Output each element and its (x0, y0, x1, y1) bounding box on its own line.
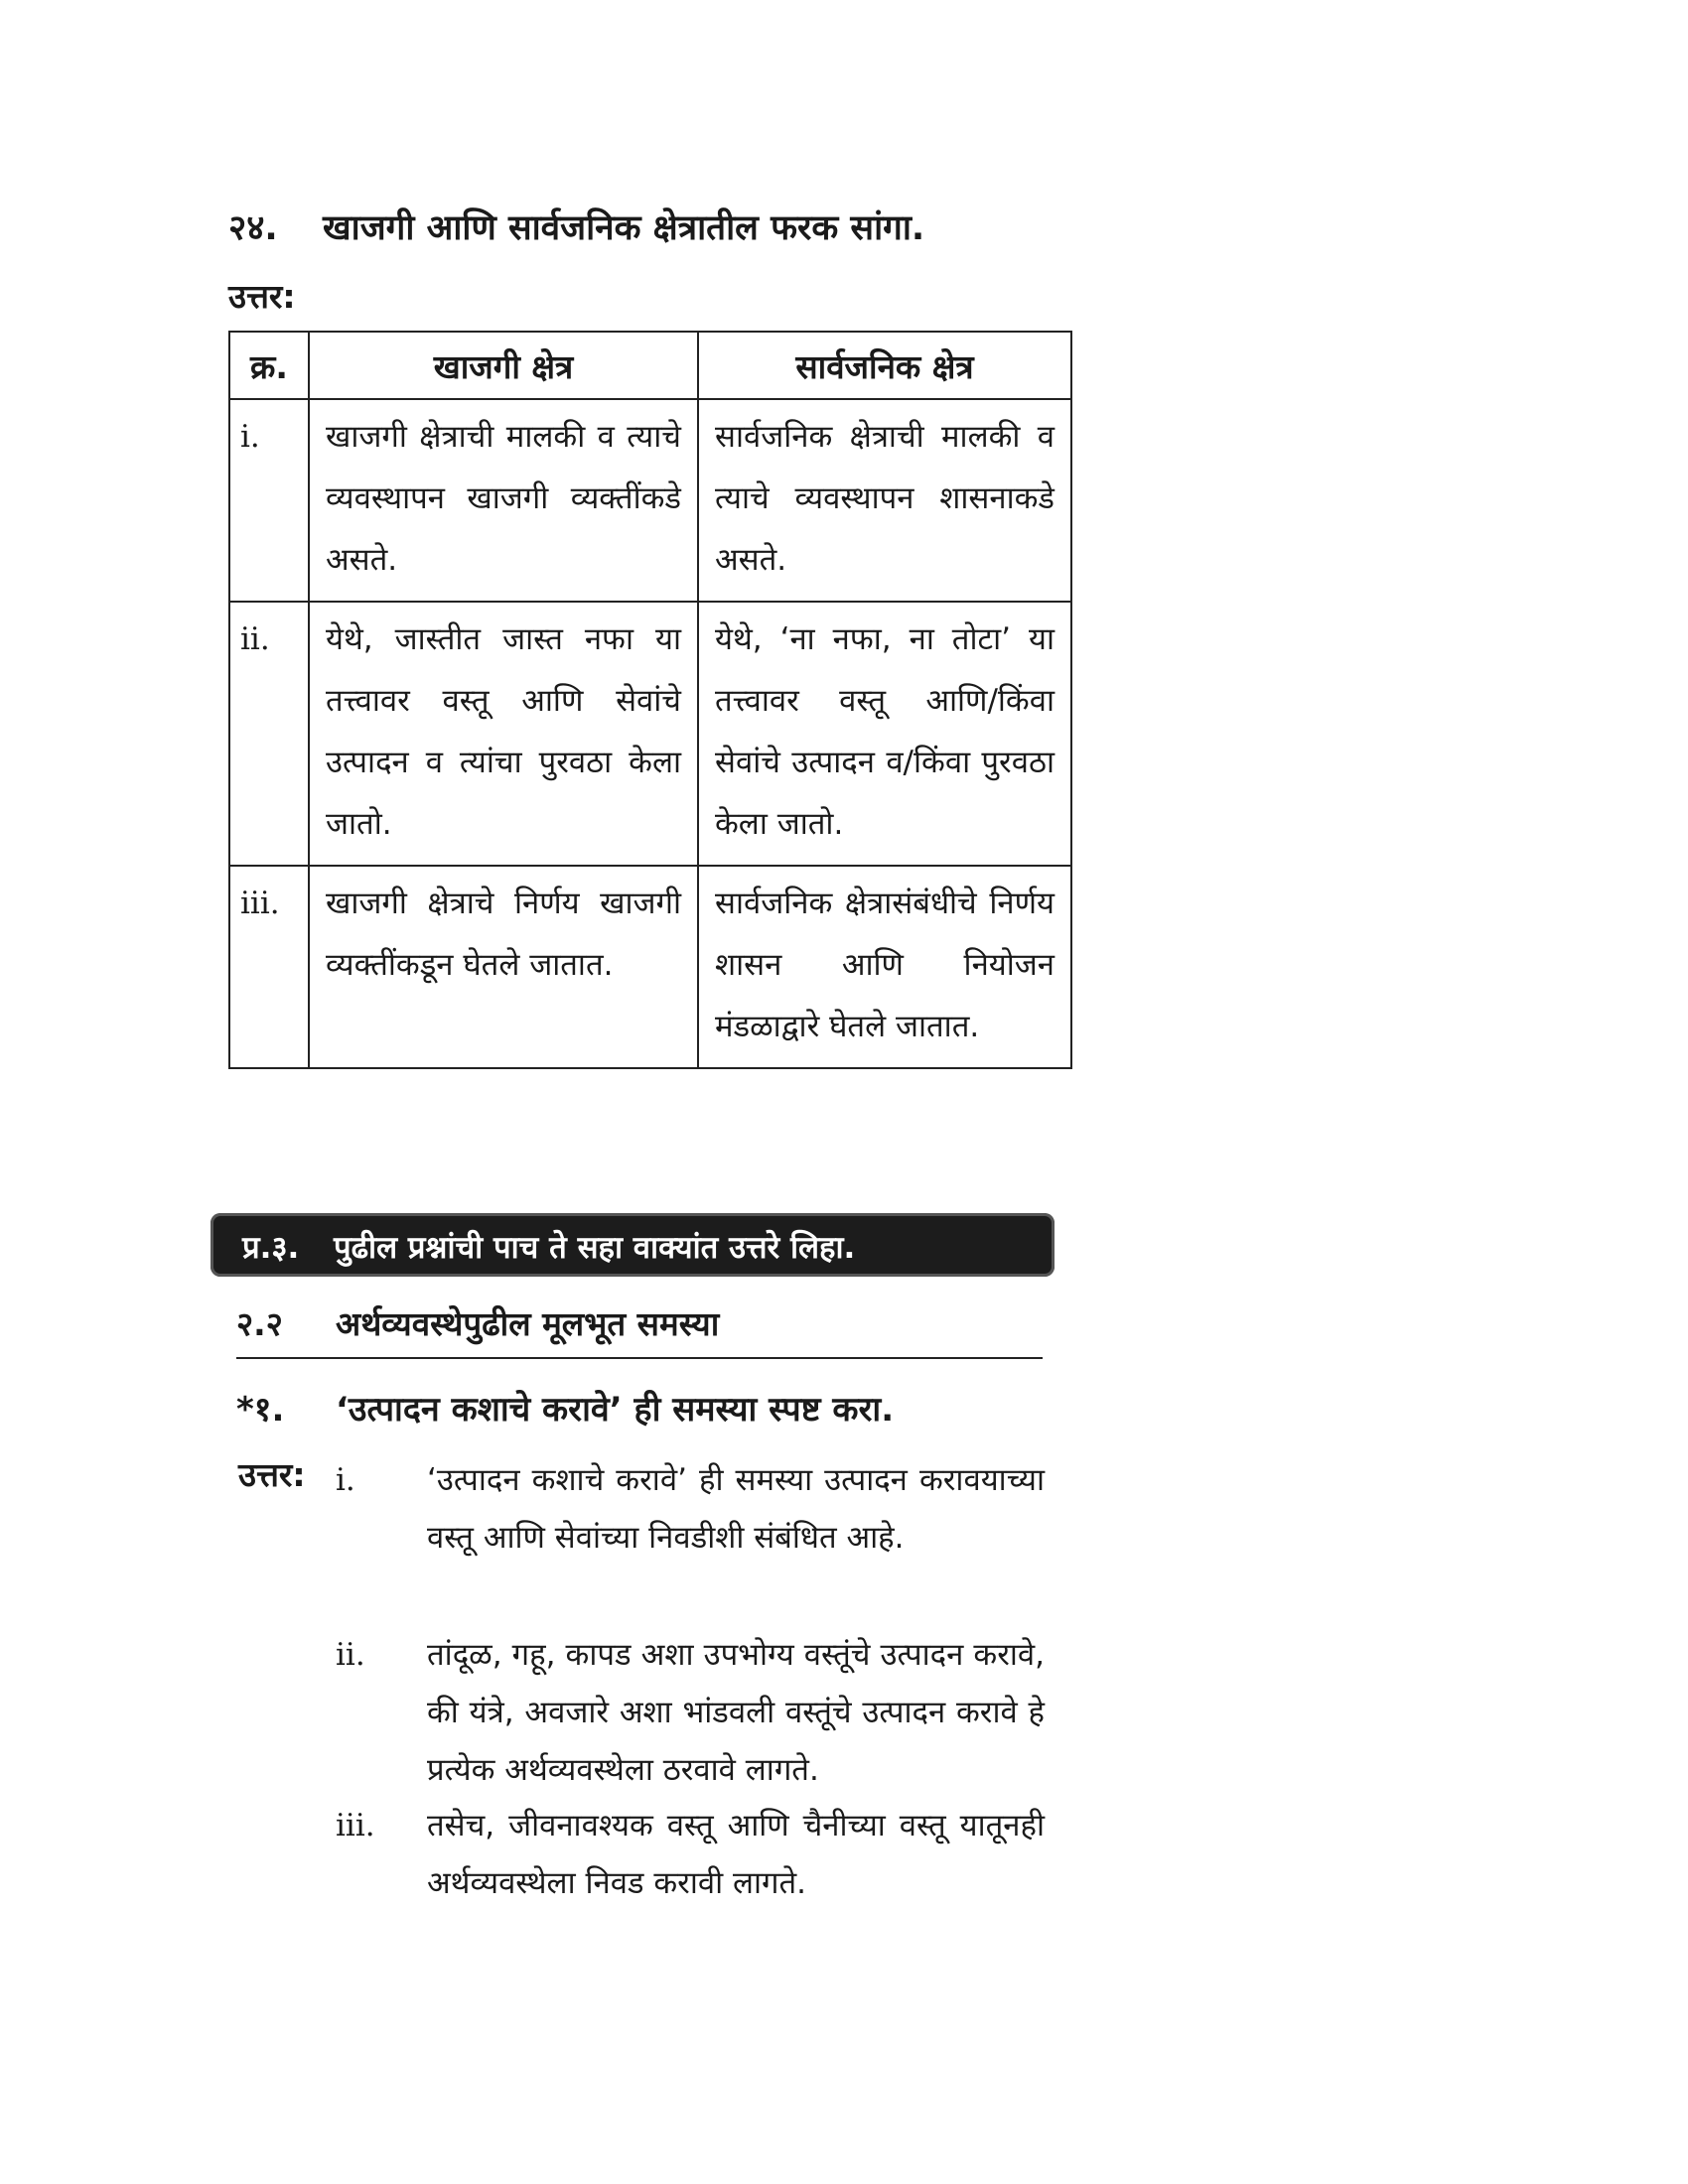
answer-point: तसेच, जीवनावश्यक वस्तू आणि चैनीच्या वस्तू यातूनही अर्थव्यवस्थेला निवड करावी लागते. (427, 1808, 1045, 1901)
header-sr: क्र. (229, 332, 309, 399)
row-private: येथे, जास्तीत जास्त नफा या तत्त्वावर वस्तू आणि सेवांचे उत्पादन व त्यांचा पुरवठा केला जातो. (309, 602, 698, 866)
answer-label: उत्तर: (238, 1455, 306, 1494)
point-number: i. (336, 1462, 355, 1498)
row-sr: iii. (229, 866, 309, 1068)
section-heading (236, 1300, 1043, 1359)
banner-number: प्र.३. (242, 1230, 300, 1266)
point-number: iii. (336, 1808, 375, 1843)
question-banner (211, 1213, 1055, 1277)
question-number: *१. (236, 1390, 285, 1430)
row-private: खाजगी क्षेत्राचे निर्णय खाजगी व्यक्तींकडून घेतले जातात. (309, 866, 698, 1068)
answer-point: ‘उत्पादन कशाचे करावे’ ही समस्या उत्पादन करावयाच्या वस्तू आणि सेवांच्या निवडीशी संबंधित आहे. (427, 1462, 1045, 1556)
table-row (229, 399, 1071, 602)
table-header-row (229, 332, 1071, 399)
answer-label: उत्तर: (228, 277, 296, 316)
section-title: अर्थव्यवस्थेपुढील मूलभूत समस्या (336, 1304, 720, 1343)
question-1 (236, 1385, 1060, 1431)
row-sr: ii. (229, 602, 309, 866)
banner-text (242, 1226, 855, 1268)
point-number: ii. (336, 1637, 365, 1673)
question-text: ‘उत्पादन कशाचे करावे’ ही समस्या स्पष्ट करा. (336, 1390, 895, 1430)
row-sr: i. (229, 399, 309, 602)
answer-point: तांदूळ, गहू, कापड अशा उपभोग्य वस्तूंचे उत्पादन करावे, की यंत्रे, अवजारे अशा भांडवली वस्तूंचे उत्पादन करावे हे प्रत्येक अर्थव्यवस्थेला ठरवावे लागते. (427, 1637, 1045, 1788)
comparison-table (228, 331, 1072, 1069)
question-24 (228, 204, 1072, 250)
row-public: सार्वजनिक क्षेत्रासंबंधीचे निर्णय शासन आणि नियोजन मंडळाद्वारे घेतले जातात. (698, 866, 1071, 1068)
section-number: २.२ (236, 1304, 283, 1343)
header-public: सार्वजनिक क्षेत्र (698, 332, 1071, 399)
question-number: २४. (228, 208, 278, 248)
row-public: येथे, ‘ना नफा, ना तोटा’ या तत्त्वावर वस्तू आणि/किंवा सेवांचे उत्पादन व/किंवा पुरवठा केला जातो. (698, 602, 1071, 866)
row-private: खाजगी क्षेत्राची मालकी व त्याचे व्यवस्थापन खाजगी व्यक्तींकडे असते. (309, 399, 698, 602)
banner-instruction: पुढील प्रश्नांची पाच ते सहा वाक्यांत उत्तरे लिहा. (334, 1230, 856, 1266)
table-row (229, 866, 1071, 1068)
row-public: सार्वजनिक क्षेत्राची मालकी व त्याचे व्यवस्थापन शासनाकडे असते. (698, 399, 1071, 602)
table-row (229, 602, 1071, 866)
question-text: खाजगी आणि सार्वजनिक क्षेत्रातील फरक सांगा. (323, 208, 925, 248)
header-private: खाजगी क्षेत्र (309, 332, 698, 399)
